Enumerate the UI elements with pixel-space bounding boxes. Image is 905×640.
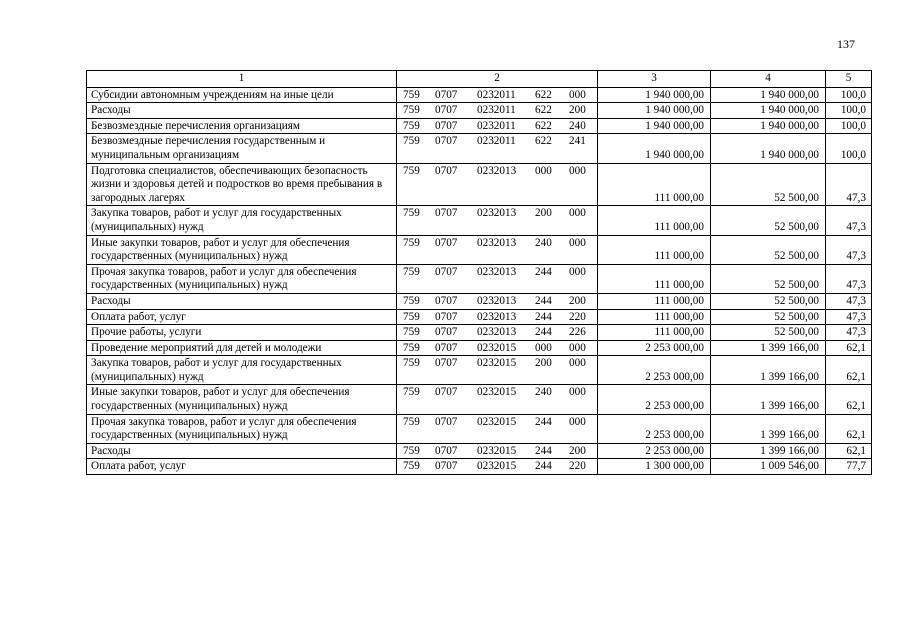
code-part-1: 759: [403, 88, 420, 101]
table-row: [87, 235, 872, 264]
row-name: Подготовка специалистов, обеспечивающих безопасность жизни и здоровья детей и подростков во время пребывания в загородных лагерях: [87, 163, 397, 206]
row-percent: 47,3: [826, 235, 872, 264]
code-part-5: 200: [569, 294, 586, 307]
header-col-4: 4: [711, 71, 826, 88]
code-part-5: 220: [569, 310, 586, 323]
code-part-4: 240: [535, 386, 552, 399]
code-part-1: 759: [403, 341, 420, 354]
code-part-5: 000: [569, 265, 586, 278]
row-fact-amount: 1 940 000,00: [711, 134, 826, 163]
row-name: Безвозмездные перечисления государственным и муниципальным организациям: [87, 134, 397, 163]
row-codes: [397, 443, 598, 459]
code-part-5: 000: [569, 236, 586, 249]
row-percent: 77,7: [826, 459, 872, 475]
row-percent: 47,3: [826, 325, 872, 341]
code-part-4: 244: [535, 326, 552, 339]
row-codes: [397, 118, 598, 134]
code-part-3: 0232015: [477, 357, 517, 370]
row-fact-amount: 52 500,00: [711, 206, 826, 235]
header-col-1: 1: [87, 71, 397, 88]
row-plan-amount: 1 940 000,00: [598, 87, 711, 103]
row-codes: [397, 134, 598, 163]
row-name: Расходы: [87, 103, 397, 119]
row-fact-amount: 52 500,00: [711, 309, 826, 325]
row-plan-amount: 111 000,00: [598, 293, 711, 309]
row-plan-amount: 111 000,00: [598, 163, 711, 206]
code-part-4: 622: [535, 135, 552, 148]
row-name: Прочая закупка товаров, работ и услуг для обеспечения государственных (муниципальных) нужд: [87, 414, 397, 443]
row-codes: [397, 356, 598, 385]
code-part-2: 0707: [435, 119, 458, 132]
row-name: Безвозмездные перечисления организациям: [87, 118, 397, 134]
code-part-1: 759: [403, 207, 420, 220]
code-part-3: 0232011: [477, 88, 516, 101]
row-fact-amount: 1 399 166,00: [711, 385, 826, 414]
row-plan-amount: 111 000,00: [598, 325, 711, 341]
table-row: [87, 163, 872, 206]
code-part-4: 244: [535, 460, 552, 473]
code-part-4: 244: [535, 265, 552, 278]
row-fact-amount: 1 399 166,00: [711, 414, 826, 443]
table-row: [87, 264, 872, 293]
code-part-3: 0232013: [477, 294, 517, 307]
code-part-3: 0232013: [477, 236, 517, 249]
code-part-5: 000: [569, 341, 586, 354]
table-row: [87, 206, 872, 235]
row-name: Иные закупки товаров, работ и услуг для обеспечения государственных (муниципальных) нужд: [87, 235, 397, 264]
code-part-5: 241: [569, 135, 586, 148]
row-name: Расходы: [87, 443, 397, 459]
row-fact-amount: 1 399 166,00: [711, 340, 826, 356]
row-plan-amount: 1 940 000,00: [598, 118, 711, 134]
header-col-2: 2: [397, 71, 598, 88]
row-percent: 62,1: [826, 356, 872, 385]
row-plan-amount: 2 253 000,00: [598, 443, 711, 459]
row-percent: 62,1: [826, 385, 872, 414]
row-fact-amount: 1 009 546,00: [711, 459, 826, 475]
row-percent: 47,3: [826, 206, 872, 235]
code-part-4: 244: [535, 444, 552, 457]
code-part-3: 0232013: [477, 164, 517, 177]
table-row: [87, 103, 872, 119]
code-part-1: 759: [403, 236, 420, 249]
row-name: Иные закупки товаров, работ и услуг для обеспечения государственных (муниципальных) нужд: [87, 385, 397, 414]
code-part-4: 240: [535, 236, 552, 249]
row-name: Расходы: [87, 293, 397, 309]
code-part-1: 759: [403, 265, 420, 278]
table-row: [87, 414, 872, 443]
code-part-3: 0232015: [477, 341, 517, 354]
code-part-1: 759: [403, 357, 420, 370]
row-percent: 62,1: [826, 443, 872, 459]
row-percent: 100,0: [826, 87, 872, 103]
code-part-2: 0707: [435, 88, 458, 101]
code-part-4: 622: [535, 104, 552, 117]
code-part-5: 000: [569, 357, 586, 370]
code-part-3: 0232013: [477, 310, 517, 323]
row-name: Закупка товаров, работ и услуг для государственных (муниципальных) нужд: [87, 356, 397, 385]
row-fact-amount: 1 399 166,00: [711, 356, 826, 385]
row-plan-amount: 111 000,00: [598, 309, 711, 325]
header-col-3: 3: [598, 71, 711, 88]
row-name: Оплата работ, услуг: [87, 309, 397, 325]
code-part-4: 622: [535, 119, 552, 132]
page-number: 137: [837, 37, 855, 51]
row-percent: 47,3: [826, 309, 872, 325]
code-part-3: 0232011: [477, 135, 516, 148]
row-codes: [397, 264, 598, 293]
code-part-5: 000: [569, 207, 586, 220]
row-codes: [397, 340, 598, 356]
row-fact-amount: 52 500,00: [711, 264, 826, 293]
table-row: [87, 118, 872, 134]
code-part-1: 759: [403, 119, 420, 132]
code-part-4: 244: [535, 294, 552, 307]
code-part-3: 0232013: [477, 265, 517, 278]
row-fact-amount: 1 940 000,00: [711, 87, 826, 103]
table-row: [87, 134, 872, 163]
code-part-4: 000: [535, 164, 552, 177]
code-part-1: 759: [403, 294, 420, 307]
code-part-3: 0232015: [477, 386, 517, 399]
code-part-4: 200: [535, 357, 552, 370]
row-plan-amount: 1 940 000,00: [598, 134, 711, 163]
row-percent: 62,1: [826, 414, 872, 443]
row-codes: [397, 385, 598, 414]
code-part-2: 0707: [435, 357, 458, 370]
code-part-2: 0707: [435, 164, 458, 177]
code-part-3: 0232015: [477, 415, 517, 428]
code-part-2: 0707: [435, 326, 458, 339]
row-plan-amount: 2 253 000,00: [598, 356, 711, 385]
row-fact-amount: 1 940 000,00: [711, 118, 826, 134]
code-part-5: 226: [569, 326, 586, 339]
code-part-5: 220: [569, 460, 586, 473]
row-plan-amount: 1 940 000,00: [598, 103, 711, 119]
code-part-4: 000: [535, 341, 552, 354]
row-name: Прочая закупка товаров, работ и услуг для обеспечения государственных (муниципальных) нужд: [87, 264, 397, 293]
table-row: [87, 87, 872, 103]
table-row: [87, 325, 872, 341]
row-percent: 100,0: [826, 103, 872, 119]
row-codes: [397, 325, 598, 341]
row-percent: 47,3: [826, 163, 872, 206]
row-percent: 47,3: [826, 264, 872, 293]
code-part-5: 200: [569, 444, 586, 457]
code-part-1: 759: [403, 460, 420, 473]
code-part-2: 0707: [435, 236, 458, 249]
row-plan-amount: 111 000,00: [598, 206, 711, 235]
code-part-2: 0707: [435, 207, 458, 220]
code-part-5: 000: [569, 88, 586, 101]
code-part-3: 0232013: [477, 207, 517, 220]
row-codes: [397, 87, 598, 103]
code-part-1: 759: [403, 444, 420, 457]
code-part-5: 000: [569, 386, 586, 399]
code-part-4: 244: [535, 415, 552, 428]
code-part-1: 759: [403, 135, 420, 148]
row-plan-amount: 111 000,00: [598, 235, 711, 264]
code-part-2: 0707: [435, 104, 458, 117]
code-part-5: 200: [569, 104, 586, 117]
header-col-5: 5: [826, 71, 872, 88]
code-part-2: 0707: [435, 135, 458, 148]
row-codes: [397, 163, 598, 206]
row-plan-amount: 111 000,00: [598, 264, 711, 293]
budget-table: [86, 70, 872, 475]
row-name: Проведение мероприятий для детей и молодежи: [87, 340, 397, 356]
row-name: Субсидии автономным учреждениям на иные цели: [87, 87, 397, 103]
row-name: Оплата работ, услуг: [87, 459, 397, 475]
row-fact-amount: 52 500,00: [711, 293, 826, 309]
code-part-5: 000: [569, 164, 586, 177]
table-row: [87, 443, 872, 459]
table-row: [87, 459, 872, 475]
code-part-2: 0707: [435, 415, 458, 428]
row-name: Прочие работы, услуги: [87, 325, 397, 341]
table-row: [87, 340, 872, 356]
code-part-2: 0707: [435, 294, 458, 307]
code-part-3: 0232011: [477, 104, 516, 117]
table-row: [87, 309, 872, 325]
code-part-4: 244: [535, 310, 552, 323]
row-plan-amount: 2 253 000,00: [598, 414, 711, 443]
code-part-2: 0707: [435, 310, 458, 323]
code-part-4: 200: [535, 207, 552, 220]
row-percent: 100,0: [826, 118, 872, 134]
code-part-5: 240: [569, 119, 586, 132]
code-part-2: 0707: [435, 460, 458, 473]
code-part-2: 0707: [435, 341, 458, 354]
row-plan-amount: 2 253 000,00: [598, 340, 711, 356]
row-codes: [397, 206, 598, 235]
code-part-2: 0707: [435, 265, 458, 278]
code-part-2: 0707: [435, 386, 458, 399]
row-fact-amount: 1 940 000,00: [711, 103, 826, 119]
code-part-1: 759: [403, 164, 420, 177]
table-row: [87, 356, 872, 385]
row-percent: 62,1: [826, 340, 872, 356]
row-plan-amount: 1 300 000,00: [598, 459, 711, 475]
table-header-row: [87, 71, 872, 88]
row-percent: 47,3: [826, 293, 872, 309]
code-part-1: 759: [403, 104, 420, 117]
row-plan-amount: 2 253 000,00: [598, 385, 711, 414]
code-part-3: 0232015: [477, 444, 517, 457]
row-codes: [397, 414, 598, 443]
code-part-1: 759: [403, 326, 420, 339]
row-fact-amount: 1 399 166,00: [711, 443, 826, 459]
code-part-1: 759: [403, 310, 420, 323]
code-part-1: 759: [403, 386, 420, 399]
row-percent: 100,0: [826, 134, 872, 163]
row-codes: [397, 309, 598, 325]
code-part-4: 622: [535, 88, 552, 101]
row-name: Закупка товаров, работ и услуг для государственных (муниципальных) нужд: [87, 206, 397, 235]
code-part-5: 000: [569, 415, 586, 428]
code-part-2: 0707: [435, 444, 458, 457]
row-codes: [397, 103, 598, 119]
code-part-1: 759: [403, 415, 420, 428]
code-part-3: 0232011: [477, 119, 516, 132]
code-part-3: 0232015: [477, 460, 517, 473]
row-codes: [397, 235, 598, 264]
row-fact-amount: 52 500,00: [711, 235, 826, 264]
code-part-3: 0232013: [477, 326, 517, 339]
row-fact-amount: 52 500,00: [711, 163, 826, 206]
row-fact-amount: 52 500,00: [711, 325, 826, 341]
row-codes: [397, 293, 598, 309]
table-row: [87, 385, 872, 414]
row-codes: [397, 459, 598, 475]
table-row: [87, 293, 872, 309]
